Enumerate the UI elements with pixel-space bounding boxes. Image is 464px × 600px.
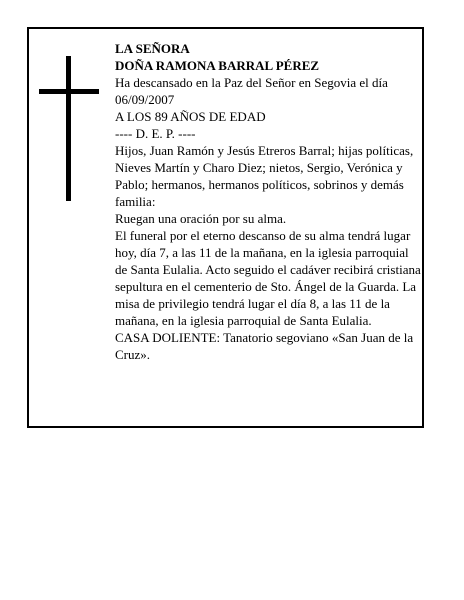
- obituary-notice: [27, 27, 424, 428]
- prayer-request: Ruegan una oración por su alma.: [115, 211, 287, 226]
- funeral-home: CASA DOLIENTE: Tanatorio segoviano «San Juan de la Cruz».: [115, 330, 414, 362]
- rip-line: ---- D. E. P. ----: [115, 126, 196, 141]
- deceased-name: DOÑA RAMONA BARRAL PÉREZ: [115, 58, 320, 73]
- notice-text: [115, 40, 421, 363]
- cross-vertical-bar: [66, 56, 71, 201]
- notice-title: LA SEÑORA: [115, 41, 190, 56]
- death-statement: Ha descansado en la Paz del Señor en Segovia el día 06/09/2007: [115, 75, 388, 107]
- age-statement: A LOS 89 AÑOS DE EDAD: [115, 109, 266, 124]
- cross-icon: [39, 56, 99, 201]
- funeral-details: El funeral por el eterno descanso de su alma tendrá lugar hoy, día 7, a las 11 de la mañana, en la iglesia parroquial de Santa Eulalia. Acto seguido el cadáver recibirá cristiana sepultura en el cementerio de Sto. Ángel de la Guarda. La misa de privilegio tendrá lugar el día 8, a las 11 de la mañana, en la iglesia parroquial de Santa Eulalia.: [115, 228, 421, 328]
- family-list: Hijos, Juan Ramón y Jesús Etreros Barral; hijas políticas, Nieves Martín y Charo Diez; nietos, Sergio, Verónica y Pablo; hermanos, hermanos políticos, sobrinos y demás familia:: [115, 143, 414, 209]
- cross-horizontal-bar: [39, 89, 99, 94]
